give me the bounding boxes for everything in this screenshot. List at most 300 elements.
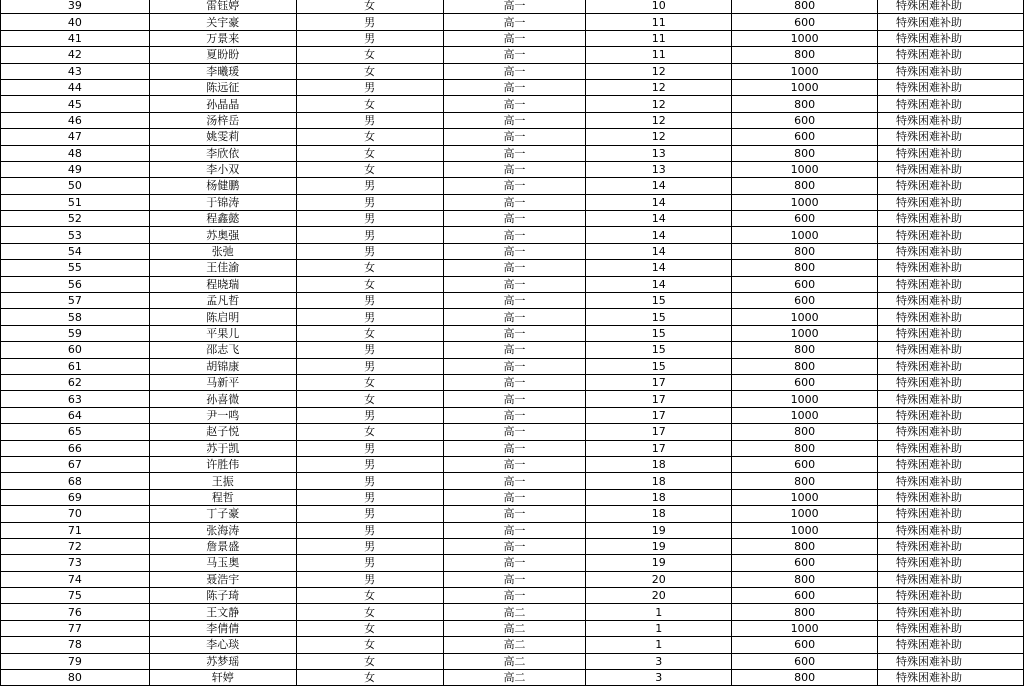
cell-amount[interactable]: 600 bbox=[732, 637, 878, 653]
cell-amount[interactable]: 800 bbox=[732, 440, 878, 456]
cell-grade[interactable]: 高一 bbox=[443, 473, 586, 489]
cell-gender[interactable]: 男 bbox=[296, 342, 443, 358]
cell-index[interactable]: 46 bbox=[1, 112, 150, 128]
cell-index[interactable]: 63 bbox=[1, 391, 150, 407]
cell-index[interactable]: 75 bbox=[1, 588, 150, 604]
cell-gender[interactable]: 女 bbox=[296, 0, 443, 14]
cell-grade[interactable]: 高一 bbox=[443, 194, 586, 210]
cell-amount[interactable]: 1000 bbox=[732, 620, 878, 636]
cell-subsidy-type[interactable]: 特殊困难补助 bbox=[878, 96, 1024, 112]
cell-index[interactable]: 52 bbox=[1, 211, 150, 227]
cell-gender[interactable]: 男 bbox=[296, 112, 443, 128]
cell-amount[interactable]: 800 bbox=[732, 571, 878, 587]
cell-name[interactable]: 孟凡哲 bbox=[149, 293, 296, 309]
cell-name[interactable]: 平果儿 bbox=[149, 325, 296, 341]
cell-gender[interactable]: 男 bbox=[296, 358, 443, 374]
cell-amount[interactable]: 600 bbox=[732, 293, 878, 309]
cell-gender[interactable]: 男 bbox=[296, 293, 443, 309]
cell-grade[interactable]: 高一 bbox=[443, 538, 586, 554]
cell-amount[interactable]: 1000 bbox=[732, 522, 878, 538]
cell-subsidy-type[interactable]: 特殊困难补助 bbox=[878, 243, 1024, 259]
cell-name[interactable]: 王振 bbox=[149, 473, 296, 489]
cell-grade[interactable]: 高一 bbox=[443, 243, 586, 259]
cell-index[interactable]: 80 bbox=[1, 670, 150, 686]
cell-index[interactable]: 70 bbox=[1, 506, 150, 522]
cell-index[interactable]: 49 bbox=[1, 161, 150, 177]
cell-amount[interactable]: 800 bbox=[732, 260, 878, 276]
cell-name[interactable]: 汤梓岳 bbox=[149, 112, 296, 128]
cell-class[interactable]: 12 bbox=[586, 129, 732, 145]
cell-name[interactable]: 陈远征 bbox=[149, 79, 296, 95]
cell-grade[interactable]: 高一 bbox=[443, 79, 586, 95]
cell-subsidy-type[interactable]: 特殊困难补助 bbox=[878, 555, 1024, 571]
cell-subsidy-type[interactable]: 特殊困难补助 bbox=[878, 588, 1024, 604]
cell-class[interactable]: 15 bbox=[586, 309, 732, 325]
cell-grade[interactable]: 高二 bbox=[443, 637, 586, 653]
cell-grade[interactable]: 高二 bbox=[443, 620, 586, 636]
cell-class[interactable]: 18 bbox=[586, 506, 732, 522]
cell-class[interactable]: 17 bbox=[586, 391, 732, 407]
cell-name[interactable]: 苏梦瑶 bbox=[149, 653, 296, 669]
cell-grade[interactable]: 高一 bbox=[443, 260, 586, 276]
table-row bbox=[1, 571, 1024, 587]
table-row bbox=[1, 194, 1024, 210]
cell-gender[interactable]: 男 bbox=[296, 194, 443, 210]
cell-subsidy-type[interactable]: 特殊困难补助 bbox=[878, 522, 1024, 538]
cell-class[interactable]: 18 bbox=[586, 489, 732, 505]
cell-name[interactable]: 程晓瑞 bbox=[149, 276, 296, 292]
cell-grade[interactable]: 高二 bbox=[443, 604, 586, 620]
cell-class[interactable]: 13 bbox=[586, 145, 732, 161]
cell-amount[interactable]: 1000 bbox=[732, 161, 878, 177]
cell-name[interactable]: 程哲 bbox=[149, 489, 296, 505]
cell-gender[interactable]: 男 bbox=[296, 407, 443, 423]
cell-amount[interactable]: 800 bbox=[732, 47, 878, 63]
cell-gender[interactable]: 女 bbox=[296, 424, 443, 440]
cell-name[interactable]: 苏奥强 bbox=[149, 227, 296, 243]
cell-grade[interactable]: 高一 bbox=[443, 276, 586, 292]
cell-index[interactable]: 58 bbox=[1, 309, 150, 325]
cell-subsidy-type[interactable]: 特殊困难补助 bbox=[878, 538, 1024, 554]
cell-gender[interactable]: 男 bbox=[296, 538, 443, 554]
cell-amount[interactable]: 800 bbox=[732, 358, 878, 374]
cell-class[interactable]: 1 bbox=[586, 637, 732, 653]
cell-amount[interactable]: 600 bbox=[732, 374, 878, 390]
cell-grade[interactable]: 高一 bbox=[443, 489, 586, 505]
cell-subsidy-type[interactable]: 特殊困难补助 bbox=[878, 637, 1024, 653]
cell-index[interactable]: 60 bbox=[1, 342, 150, 358]
cell-grade[interactable]: 高一 bbox=[443, 0, 586, 14]
cell-amount[interactable]: 800 bbox=[732, 145, 878, 161]
cell-grade[interactable]: 高一 bbox=[443, 358, 586, 374]
cell-amount[interactable]: 600 bbox=[732, 112, 878, 128]
cell-amount[interactable]: 800 bbox=[732, 342, 878, 358]
cell-index[interactable]: 44 bbox=[1, 79, 150, 95]
cell-index[interactable]: 64 bbox=[1, 407, 150, 423]
cell-grade[interactable]: 高一 bbox=[443, 506, 586, 522]
cell-gender[interactable]: 男 bbox=[296, 522, 443, 538]
cell-class[interactable]: 19 bbox=[586, 538, 732, 554]
cell-index[interactable]: 73 bbox=[1, 555, 150, 571]
cell-amount[interactable]: 800 bbox=[732, 473, 878, 489]
cell-subsidy-type[interactable]: 特殊困难补助 bbox=[878, 0, 1024, 14]
cell-amount[interactable]: 1000 bbox=[732, 194, 878, 210]
cell-index[interactable]: 40 bbox=[1, 14, 150, 30]
cell-subsidy-type[interactable]: 特殊困难补助 bbox=[878, 161, 1024, 177]
cell-grade[interactable]: 高一 bbox=[443, 391, 586, 407]
cell-subsidy-type[interactable]: 特殊困难补助 bbox=[878, 473, 1024, 489]
cell-gender[interactable]: 女 bbox=[296, 260, 443, 276]
cell-amount[interactable]: 1000 bbox=[732, 391, 878, 407]
cell-amount[interactable]: 800 bbox=[732, 604, 878, 620]
cell-grade[interactable]: 高一 bbox=[443, 227, 586, 243]
cell-class[interactable]: 1 bbox=[586, 604, 732, 620]
cell-subsidy-type[interactable]: 特殊困难补助 bbox=[878, 14, 1024, 30]
table-row bbox=[1, 30, 1024, 46]
cell-subsidy-type[interactable]: 特殊困难补助 bbox=[878, 670, 1024, 686]
cell-index[interactable]: 69 bbox=[1, 489, 150, 505]
cell-amount[interactable]: 1000 bbox=[732, 325, 878, 341]
cell-index[interactable]: 71 bbox=[1, 522, 150, 538]
cell-name[interactable]: 王文静 bbox=[149, 604, 296, 620]
cell-name[interactable]: 夏盼盼 bbox=[149, 47, 296, 63]
cell-amount[interactable]: 800 bbox=[732, 96, 878, 112]
cell-amount[interactable]: 600 bbox=[732, 456, 878, 472]
cell-name[interactable]: 陈启明 bbox=[149, 309, 296, 325]
cell-index[interactable]: 72 bbox=[1, 538, 150, 554]
cell-amount[interactable]: 600 bbox=[732, 14, 878, 30]
cell-amount[interactable]: 600 bbox=[732, 653, 878, 669]
cell-name[interactable]: 杨健鹏 bbox=[149, 178, 296, 194]
cell-index[interactable]: 43 bbox=[1, 63, 150, 79]
cell-class[interactable]: 12 bbox=[586, 112, 732, 128]
cell-amount[interactable]: 800 bbox=[732, 178, 878, 194]
cell-gender[interactable]: 男 bbox=[296, 79, 443, 95]
cell-class[interactable]: 13 bbox=[586, 161, 732, 177]
cell-grade[interactable]: 高一 bbox=[443, 14, 586, 30]
cell-class[interactable]: 15 bbox=[586, 342, 732, 358]
table-row bbox=[1, 604, 1024, 620]
cell-class[interactable]: 11 bbox=[586, 14, 732, 30]
cell-amount[interactable]: 1000 bbox=[732, 227, 878, 243]
cell-gender[interactable]: 男 bbox=[296, 440, 443, 456]
cell-amount[interactable]: 600 bbox=[732, 129, 878, 145]
cell-class[interactable]: 3 bbox=[586, 670, 732, 686]
cell-class[interactable]: 20 bbox=[586, 571, 732, 587]
cell-subsidy-type[interactable]: 特殊困难补助 bbox=[878, 620, 1024, 636]
cell-class[interactable]: 14 bbox=[586, 276, 732, 292]
cell-name[interactable]: 张弛 bbox=[149, 243, 296, 259]
table-row bbox=[1, 129, 1024, 145]
cell-index[interactable]: 50 bbox=[1, 178, 150, 194]
cell-name[interactable]: 孙喜微 bbox=[149, 391, 296, 407]
cell-subsidy-type[interactable]: 特殊困难补助 bbox=[878, 145, 1024, 161]
cell-subsidy-type[interactable]: 特殊困难补助 bbox=[878, 342, 1024, 358]
cell-name[interactable]: 胡锦康 bbox=[149, 358, 296, 374]
cell-gender[interactable]: 女 bbox=[296, 47, 443, 63]
cell-name[interactable]: 赵子悦 bbox=[149, 424, 296, 440]
cell-gender[interactable]: 女 bbox=[296, 653, 443, 669]
cell-grade[interactable]: 高二 bbox=[443, 653, 586, 669]
cell-name[interactable]: 苏于凯 bbox=[149, 440, 296, 456]
cell-gender[interactable]: 女 bbox=[296, 276, 443, 292]
cell-gender[interactable]: 女 bbox=[296, 325, 443, 341]
cell-grade[interactable]: 高一 bbox=[443, 293, 586, 309]
cell-class[interactable]: 12 bbox=[586, 96, 732, 112]
cell-class[interactable]: 11 bbox=[586, 47, 732, 63]
cell-grade[interactable]: 高一 bbox=[443, 424, 586, 440]
cell-amount[interactable]: 800 bbox=[732, 0, 878, 14]
cell-amount[interactable]: 800 bbox=[732, 538, 878, 554]
cell-amount[interactable]: 800 bbox=[732, 243, 878, 259]
cell-subsidy-type[interactable]: 特殊困难补助 bbox=[878, 440, 1024, 456]
cell-gender[interactable]: 男 bbox=[296, 555, 443, 571]
cell-subsidy-type[interactable]: 特殊困难补助 bbox=[878, 30, 1024, 46]
cell-index[interactable]: 61 bbox=[1, 358, 150, 374]
cell-index[interactable]: 39 bbox=[1, 0, 150, 14]
cell-amount[interactable]: 600 bbox=[732, 211, 878, 227]
cell-subsidy-type[interactable]: 特殊困难补助 bbox=[878, 112, 1024, 128]
cell-subsidy-type[interactable]: 特殊困难补助 bbox=[878, 63, 1024, 79]
cell-subsidy-type[interactable]: 特殊困难补助 bbox=[878, 260, 1024, 276]
cell-gender[interactable]: 男 bbox=[296, 14, 443, 30]
cell-amount[interactable]: 1000 bbox=[732, 489, 878, 505]
cell-gender[interactable]: 男 bbox=[296, 571, 443, 587]
cell-grade[interactable]: 高一 bbox=[443, 374, 586, 390]
cell-amount[interactable]: 1000 bbox=[732, 309, 878, 325]
cell-grade[interactable]: 高一 bbox=[443, 47, 586, 63]
cell-subsidy-type[interactable]: 特殊困难补助 bbox=[878, 194, 1024, 210]
cell-name[interactable]: 孙晶晶 bbox=[149, 96, 296, 112]
cell-gender[interactable]: 男 bbox=[296, 309, 443, 325]
cell-amount[interactable]: 600 bbox=[732, 555, 878, 571]
cell-gender[interactable]: 女 bbox=[296, 670, 443, 686]
cell-gender[interactable]: 女 bbox=[296, 63, 443, 79]
cell-name[interactable]: 关宇豪 bbox=[149, 14, 296, 30]
cell-name[interactable]: 陈子琦 bbox=[149, 588, 296, 604]
cell-amount[interactable]: 800 bbox=[732, 670, 878, 686]
cell-subsidy-type[interactable]: 特殊困难补助 bbox=[878, 47, 1024, 63]
cell-grade[interactable]: 高一 bbox=[443, 129, 586, 145]
cell-name[interactable]: 张海涛 bbox=[149, 522, 296, 538]
cell-name[interactable]: 雷钰婷 bbox=[149, 0, 296, 14]
cell-class[interactable]: 10 bbox=[586, 0, 732, 14]
cell-class[interactable]: 14 bbox=[586, 227, 732, 243]
cell-gender[interactable]: 男 bbox=[296, 211, 443, 227]
cell-class[interactable]: 14 bbox=[586, 243, 732, 259]
cell-index[interactable]: 55 bbox=[1, 260, 150, 276]
cell-grade[interactable]: 高二 bbox=[443, 670, 586, 686]
cell-subsidy-type[interactable]: 特殊困难补助 bbox=[878, 358, 1024, 374]
cell-gender[interactable]: 女 bbox=[296, 96, 443, 112]
cell-grade[interactable]: 高一 bbox=[443, 342, 586, 358]
cell-gender[interactable]: 男 bbox=[296, 506, 443, 522]
cell-name[interactable]: 尹一鸣 bbox=[149, 407, 296, 423]
cell-gender[interactable]: 男 bbox=[296, 489, 443, 505]
cell-index[interactable]: 68 bbox=[1, 473, 150, 489]
cell-grade[interactable]: 高一 bbox=[443, 161, 586, 177]
cell-name[interactable]: 姚雯莉 bbox=[149, 129, 296, 145]
cell-class[interactable]: 17 bbox=[586, 424, 732, 440]
cell-class[interactable]: 15 bbox=[586, 358, 732, 374]
cell-name[interactable]: 丁子豪 bbox=[149, 506, 296, 522]
cell-index[interactable]: 65 bbox=[1, 424, 150, 440]
cell-class[interactable]: 12 bbox=[586, 79, 732, 95]
table-row bbox=[1, 637, 1024, 653]
cell-name[interactable]: 李倩倩 bbox=[149, 620, 296, 636]
cell-class[interactable]: 20 bbox=[586, 588, 732, 604]
cell-gender[interactable]: 女 bbox=[296, 391, 443, 407]
cell-subsidy-type[interactable]: 特殊困难补助 bbox=[878, 456, 1024, 472]
cell-gender[interactable]: 女 bbox=[296, 129, 443, 145]
cell-subsidy-type[interactable]: 特殊困难补助 bbox=[878, 604, 1024, 620]
cell-grade[interactable]: 高一 bbox=[443, 440, 586, 456]
cell-index[interactable]: 56 bbox=[1, 276, 150, 292]
cell-amount[interactable]: 1000 bbox=[732, 63, 878, 79]
cell-gender[interactable]: 女 bbox=[296, 161, 443, 177]
cell-subsidy-type[interactable]: 特殊困难补助 bbox=[878, 325, 1024, 341]
cell-index[interactable]: 66 bbox=[1, 440, 150, 456]
cell-class[interactable]: 19 bbox=[586, 522, 732, 538]
cell-class[interactable]: 17 bbox=[586, 440, 732, 456]
cell-gender[interactable]: 女 bbox=[296, 620, 443, 636]
cell-amount[interactable]: 600 bbox=[732, 276, 878, 292]
cell-name[interactable]: 万景来 bbox=[149, 30, 296, 46]
cell-index[interactable]: 51 bbox=[1, 194, 150, 210]
cell-grade[interactable]: 高一 bbox=[443, 555, 586, 571]
cell-subsidy-type[interactable]: 特殊困难补助 bbox=[878, 506, 1024, 522]
cell-gender[interactable]: 男 bbox=[296, 473, 443, 489]
cell-name[interactable]: 马新平 bbox=[149, 374, 296, 390]
cell-name[interactable]: 程鑫懿 bbox=[149, 211, 296, 227]
cell-index[interactable]: 42 bbox=[1, 47, 150, 63]
cell-grade[interactable]: 高一 bbox=[443, 112, 586, 128]
cell-grade[interactable]: 高一 bbox=[443, 145, 586, 161]
cell-amount[interactable]: 1000 bbox=[732, 506, 878, 522]
cell-name[interactable]: 许胜伟 bbox=[149, 456, 296, 472]
cell-gender[interactable]: 女 bbox=[296, 637, 443, 653]
cell-grade[interactable]: 高一 bbox=[443, 30, 586, 46]
cell-subsidy-type[interactable]: 特殊困难补助 bbox=[878, 309, 1024, 325]
cell-grade[interactable]: 高一 bbox=[443, 407, 586, 423]
cell-grade[interactable]: 高一 bbox=[443, 178, 586, 194]
cell-class[interactable]: 14 bbox=[586, 260, 732, 276]
cell-gender[interactable]: 女 bbox=[296, 145, 443, 161]
cell-amount[interactable]: 800 bbox=[732, 424, 878, 440]
cell-grade[interactable]: 高一 bbox=[443, 571, 586, 587]
cell-subsidy-type[interactable]: 特殊困难补助 bbox=[878, 391, 1024, 407]
cell-class[interactable]: 14 bbox=[586, 178, 732, 194]
cell-name[interactable]: 李曦瑗 bbox=[149, 63, 296, 79]
cell-name[interactable]: 聂浩宇 bbox=[149, 571, 296, 587]
cell-class[interactable]: 15 bbox=[586, 293, 732, 309]
cell-class[interactable]: 17 bbox=[586, 407, 732, 423]
cell-name[interactable]: 轩婷 bbox=[149, 670, 296, 686]
cell-subsidy-type[interactable]: 特殊困难补助 bbox=[878, 276, 1024, 292]
cell-name[interactable]: 李心琰 bbox=[149, 637, 296, 653]
cell-class[interactable]: 18 bbox=[586, 456, 732, 472]
cell-amount[interactable]: 1000 bbox=[732, 30, 878, 46]
cell-class[interactable]: 19 bbox=[586, 555, 732, 571]
cell-index[interactable]: 77 bbox=[1, 620, 150, 636]
cell-index[interactable]: 45 bbox=[1, 96, 150, 112]
cell-index[interactable]: 47 bbox=[1, 129, 150, 145]
cell-gender[interactable]: 男 bbox=[296, 456, 443, 472]
cell-grade[interactable]: 高一 bbox=[443, 456, 586, 472]
cell-grade[interactable]: 高一 bbox=[443, 63, 586, 79]
cell-gender[interactable]: 女 bbox=[296, 588, 443, 604]
cell-subsidy-type[interactable]: 特殊困难补助 bbox=[878, 424, 1024, 440]
cell-index[interactable]: 76 bbox=[1, 604, 150, 620]
cell-grade[interactable]: 高一 bbox=[443, 309, 586, 325]
cell-subsidy-type[interactable]: 特殊困难补助 bbox=[878, 227, 1024, 243]
cell-class[interactable]: 14 bbox=[586, 194, 732, 210]
cell-index[interactable]: 59 bbox=[1, 325, 150, 341]
cell-index[interactable]: 54 bbox=[1, 243, 150, 259]
cell-subsidy-type[interactable]: 特殊困难补助 bbox=[878, 178, 1024, 194]
cell-index[interactable]: 74 bbox=[1, 571, 150, 587]
cell-amount[interactable]: 1000 bbox=[732, 407, 878, 423]
cell-gender[interactable]: 男 bbox=[296, 227, 443, 243]
cell-grade[interactable]: 高一 bbox=[443, 325, 586, 341]
cell-grade[interactable]: 高一 bbox=[443, 522, 586, 538]
cell-name[interactable]: 马玉奥 bbox=[149, 555, 296, 571]
cell-name[interactable]: 詹景盛 bbox=[149, 538, 296, 554]
cell-gender[interactable]: 男 bbox=[296, 30, 443, 46]
cell-subsidy-type[interactable]: 特殊困难补助 bbox=[878, 293, 1024, 309]
cell-name[interactable]: 李欣依 bbox=[149, 145, 296, 161]
cell-subsidy-type[interactable]: 特殊困难补助 bbox=[878, 407, 1024, 423]
cell-index[interactable]: 41 bbox=[1, 30, 150, 46]
cell-gender[interactable]: 男 bbox=[296, 178, 443, 194]
cell-grade[interactable]: 高一 bbox=[443, 588, 586, 604]
cell-class[interactable]: 15 bbox=[586, 325, 732, 341]
cell-name[interactable]: 邵志飞 bbox=[149, 342, 296, 358]
cell-class[interactable]: 3 bbox=[586, 653, 732, 669]
cell-subsidy-type[interactable]: 特殊困难补助 bbox=[878, 653, 1024, 669]
cell-index[interactable]: 53 bbox=[1, 227, 150, 243]
cell-gender[interactable]: 女 bbox=[296, 604, 443, 620]
cell-name[interactable]: 李小双 bbox=[149, 161, 296, 177]
cell-index[interactable]: 62 bbox=[1, 374, 150, 390]
cell-index[interactable]: 78 bbox=[1, 637, 150, 653]
cell-amount[interactable]: 600 bbox=[732, 588, 878, 604]
cell-subsidy-type[interactable]: 特殊困难补助 bbox=[878, 211, 1024, 227]
cell-gender[interactable]: 女 bbox=[296, 374, 443, 390]
cell-name[interactable]: 于锦涛 bbox=[149, 194, 296, 210]
cell-index[interactable]: 48 bbox=[1, 145, 150, 161]
cell-subsidy-type[interactable]: 特殊困难补助 bbox=[878, 79, 1024, 95]
cell-class[interactable]: 11 bbox=[586, 30, 732, 46]
cell-name[interactable]: 王佳渝 bbox=[149, 260, 296, 276]
cell-gender[interactable]: 男 bbox=[296, 243, 443, 259]
cell-subsidy-type[interactable]: 特殊困难补助 bbox=[878, 571, 1024, 587]
cell-class[interactable]: 1 bbox=[586, 620, 732, 636]
cell-grade[interactable]: 高一 bbox=[443, 96, 586, 112]
cell-subsidy-type[interactable]: 特殊困难补助 bbox=[878, 489, 1024, 505]
cell-grade[interactable]: 高一 bbox=[443, 211, 586, 227]
cell-class[interactable]: 12 bbox=[586, 63, 732, 79]
cell-class[interactable]: 17 bbox=[586, 374, 732, 390]
cell-class[interactable]: 14 bbox=[586, 211, 732, 227]
cell-amount[interactable]: 1000 bbox=[732, 79, 878, 95]
cell-subsidy-type[interactable]: 特殊困难补助 bbox=[878, 129, 1024, 145]
cell-index[interactable]: 67 bbox=[1, 456, 150, 472]
cell-index[interactable]: 57 bbox=[1, 293, 150, 309]
cell-class[interactable]: 18 bbox=[586, 473, 732, 489]
cell-index[interactable]: 79 bbox=[1, 653, 150, 669]
cell-subsidy-type[interactable]: 特殊困难补助 bbox=[878, 374, 1024, 390]
